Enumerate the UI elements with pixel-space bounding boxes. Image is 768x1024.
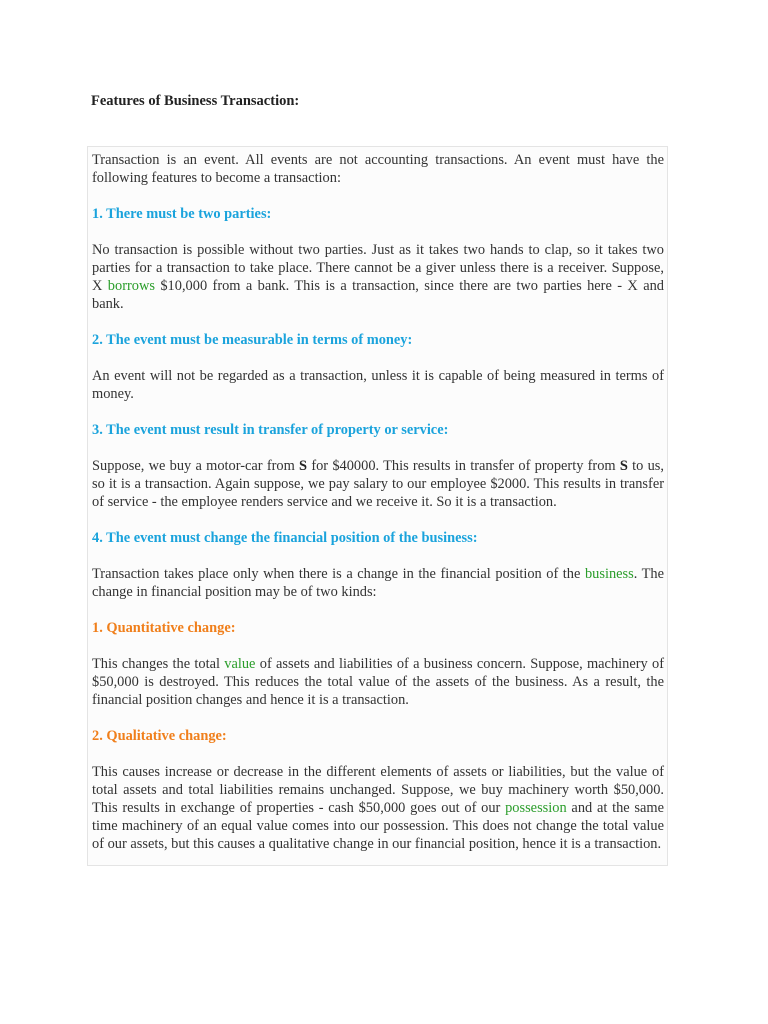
sub-paragraph-quantitative <box>92 655 664 709</box>
bold-s: S <box>299 458 308 474</box>
section-paragraph-transfer <box>92 457 664 511</box>
sub-paragraph-qualitative <box>92 763 664 853</box>
sub-heading-qualitative: 2. Qualitative change: <box>92 728 227 744</box>
paragraph-text: . The change in financial position may be of two kinds: <box>92 566 664 600</box>
sub-heading-quantitative: 1. Quantitative change: <box>92 620 236 636</box>
paragraph-text: to us, so it is a transaction. Again suppose, we pay salary to our employee $2000. This results in transfer of service - the employee renders service and we receive it. So it is a transaction. <box>92 458 664 510</box>
paragraph-text: No transaction is possible without two parties. Just as it takes two hands to clap, so it takes two parties for a transaction to take place. There cannot be a giver unless there is a receiver. Suppose, X <box>92 242 664 294</box>
section-paragraph-two-parties <box>92 241 664 313</box>
paragraph-text: Suppose, we buy a motor-car from <box>92 458 300 474</box>
paragraph-text: $10,000 from a bank. This is a transaction, since there are two parties here - X and bank. <box>92 278 664 312</box>
section-paragraph-financial-position <box>92 565 664 601</box>
paragraph-text: This causes increase or decrease in the different elements of assets or liabilities, but the value of total assets and total liabilities remains unchanged. Suppose, we buy machinery worth $50,000. This results in exchange of properties - cash $50,000 goes out of our <box>92 764 664 816</box>
section-heading-measurable: 2. The event must be measurable in terms of money: <box>92 332 413 348</box>
section-paragraph-measurable: An event will not be regarded as a transaction, unless it is capable of being measured in terms of money. <box>92 368 664 402</box>
section-heading-financial-position: 4. The event must change the financial position of the business: <box>92 530 478 546</box>
paragraph-text: Transaction takes place only when there is a change in the financial position of the <box>92 566 585 582</box>
content-box <box>87 146 668 866</box>
page-title: Features of Business Transaction: <box>91 93 300 109</box>
link-business[interactable]: business <box>584 566 634 582</box>
link-borrows[interactable]: borrows <box>107 278 155 294</box>
intro-paragraph: Transaction is an event. All events are not accounting transactions. An event must have the following features to become a transaction: <box>92 152 664 186</box>
link-possession[interactable]: possession <box>505 800 567 816</box>
paragraph-text: This changes the total <box>92 656 225 672</box>
link-value[interactable]: value <box>224 656 256 672</box>
section-heading-two-parties: 1. There must be two parties: <box>92 206 272 222</box>
bold-s: S <box>619 458 628 474</box>
paragraph-text: and at the same time machinery of an equal value comes into our possession. This does not change the total value of our assets, but this causes a qualitative change in our financial position, hence it is a transaction. <box>92 800 664 852</box>
section-heading-transfer: 3. The event must result in transfer of property or service: <box>92 422 449 438</box>
paragraph-text: for $40000. This results in transfer of property from <box>307 458 620 474</box>
paragraph-text: of assets and liabilities of a business concern. Suppose, machinery of $50,000 is destroyed. This reduces the total value of the assets of the business. As a result, the financial position changes and hence it is a transaction. <box>92 656 664 708</box>
